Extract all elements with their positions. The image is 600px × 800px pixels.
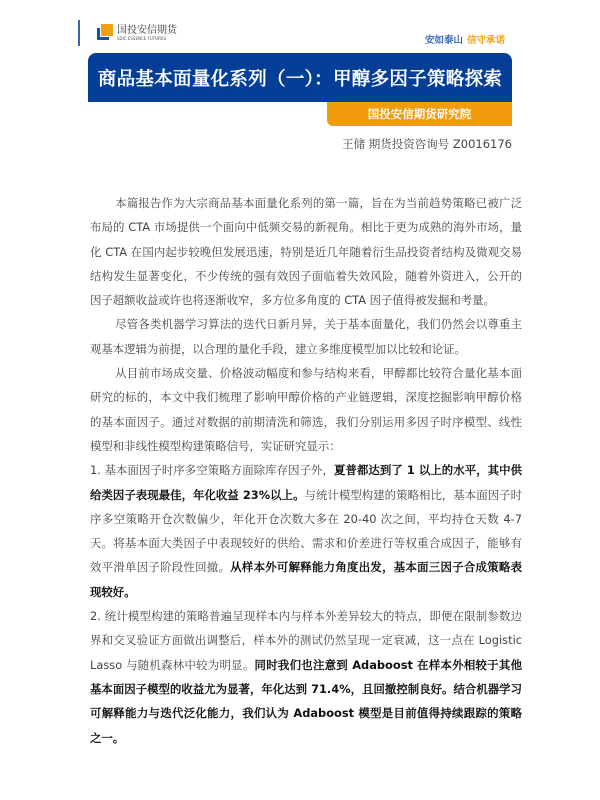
institute-badge: 国投安信期货研究院 <box>327 102 512 126</box>
logo-en: SDIC ESSENCE FUTURES <box>117 35 167 41</box>
report-body <box>90 191 522 750</box>
tagline-b: 信守承诺 <box>466 35 505 46</box>
finding-text: 1. 基本面因子时序多空策略方面除库存因子外， <box>90 463 334 478</box>
company-logo <box>97 24 177 42</box>
author-line: 王储 期货投资咨询号 Z0016176 <box>342 137 512 151</box>
tagline <box>425 32 505 46</box>
finding-text: 与统计模型构建的策略相比，基本面因子时序多空策略开仓次数偏少，年化开仓次数大多在 20-40 次之间，平均持仓天数 4-7 天。将基本面大类因子中表现较好的供给、需求和价差进行等权重合成因子，能够有效平滑单因子阶段性回撤。 <box>90 487 522 575</box>
finding-2 <box>90 604 522 750</box>
report-title: 商品基本面量化系列（一）：甲醇多因子策略探索 <box>97 68 503 90</box>
title-banner <box>88 53 512 102</box>
finding-1 <box>90 458 522 604</box>
finding-bold: 从样本外可解释能力角度出发，基本面三因子合成策略表现较好。 <box>90 560 522 599</box>
paragraph: 本篇报告作为大宗商品基本面量化系列的第一篇，旨在为当前趋势策略已被广泛布局的 CTA 市场提供一个面向中低频交易的新视角。相比于更为成熟的海外市场，量化 CTA 在国内起步较晚但发展迅速，特别是近几年随着衍生品投资者结构及微观交易结构发生显著变化，不少传统的强有效因子面临着失效风险，随着外资进入，公开的因子超额收益或许也将逐渐收窄，多方位多角度的 CTA 因子值得被发掘和考量。 <box>90 196 522 308</box>
logo-mark-icon <box>97 24 113 42</box>
header-divider <box>78 20 80 46</box>
logo-cn: 国投安信期货 <box>117 24 177 36</box>
paragraph: 从目前市场成交量、价格波动幅度和参与结构来看，甲醇都比较符合量化基本面研究的标的，本文中我们梳理了影响甲醇价格的产业链逻辑，深度挖掘影响甲醇价格的基本面因子。通过对数据的前期清洗和筛选，我们分别运用多因子时序模型、线性模型和非线性模型构建策略信号，实证研究显示： <box>90 366 522 453</box>
tagline-a: 安如泰山 <box>424 35 463 46</box>
paragraph: 尽管各类机器学习算法的迭代日新月异，关于基本面量化，我们仍然会以尊重主观基本逻辑为前提，以合理的量化手段，建立多维度模型加以比较和论证。 <box>90 317 522 356</box>
finding-text: 2. 统计模型构建的策略普遍呈现样本内与样本外差异较大的特点，即便在限制参数边界和交叉验证方面做出调整后，样本外的测试仍然呈现一定衰减，这一点在 Logistic Lasso 与随机森林中较为明显。 <box>90 609 522 672</box>
finding-bold: 夏普都达到了 1 以上的水平，其中供给类因子表现最佳，年化收益 23%以上。 <box>90 463 523 502</box>
finding-bold: 同时我们也注意到 Adaboost 在样本外相较于其他基本面因子模型的收益尤为显著，年化达到 71.4%，且回撤控制良好。结合机器学习可解释能力与迭代泛化能力，我们认为 Adaboost 模型是目前值得持续跟踪的策略之一。 <box>90 657 522 745</box>
